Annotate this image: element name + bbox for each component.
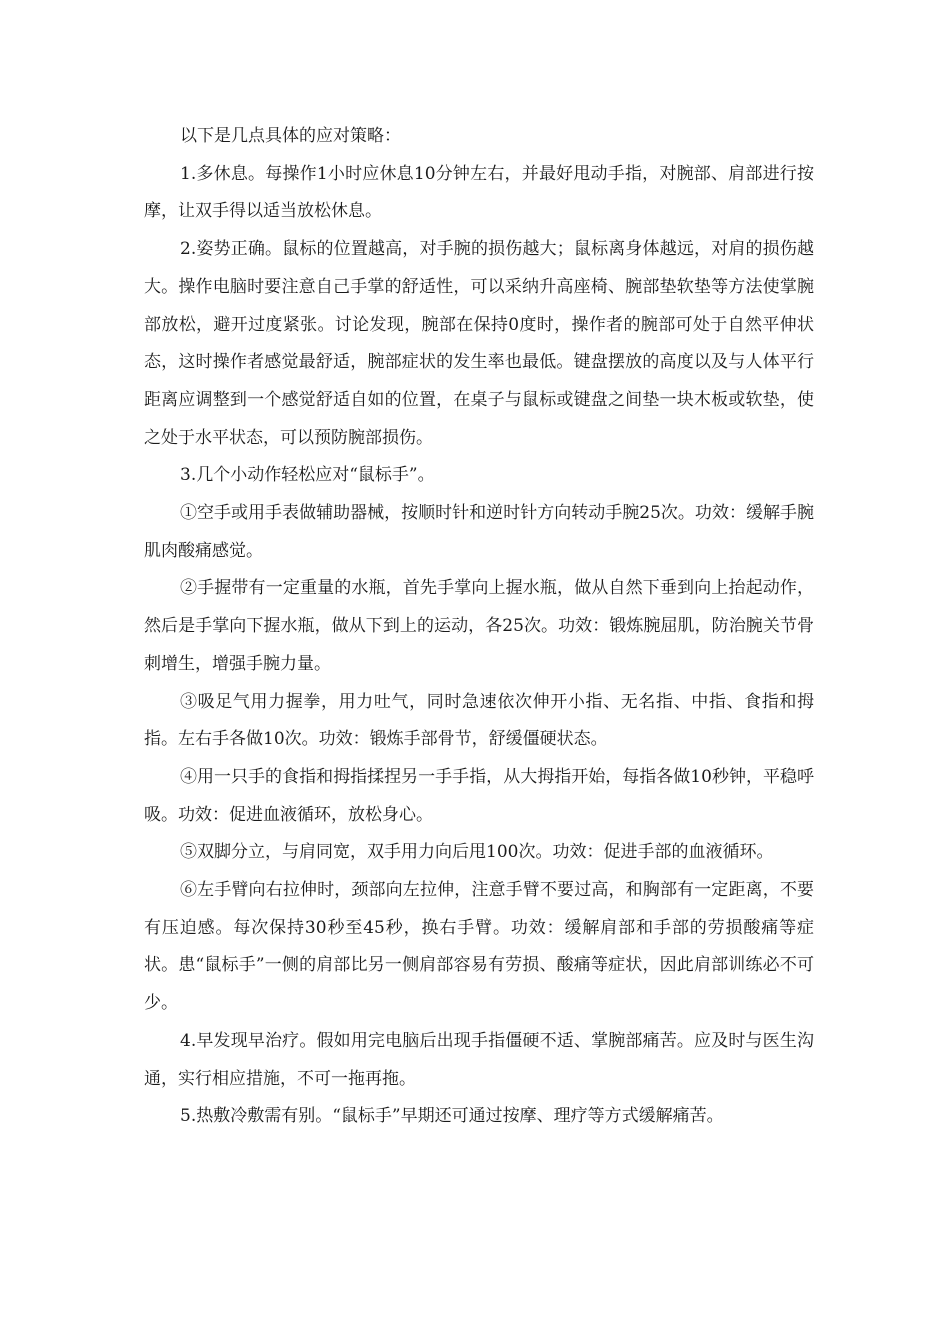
strategy-rest-paragraph: 1.多休息。每操作1小时应休息10分钟左右，并最好甩动手指，对腕部、肩部进行按摩，让双手得以适当放松休息。: [144, 163, 814, 222]
intro-paragraph: 以下是几点具体的应对策略：: [180, 126, 401, 146]
strategy-posture-paragraph: 2.姿势正确。鼠标的位置越高，对手腕的损伤越大；鼠标离身体越远，对肩的损伤越大。操作电脑时要注意自己手掌的舒适性，可以采纳升高座椅、腕部垫软垫等方法使掌腕部放松，避开过度紧张。讨论发现，腕部在保持0度时，操作者的腕部可处于自然平伸状态，这时操作者感觉最舒适，腕部症状的发生率也最低。键盘摆放的高度以及与人体平行距离应调整到一个感觉舒适自如的位置，在桌子与鼠标或键盘之间垫一块木板或软垫，使之处于水平状态，可以预防腕部损伤。: [144, 239, 814, 448]
exercise-2-paragraph: ②手握带有一定重量的水瓶，首先手掌向上握水瓶，做从自然下垂到向上抬起动作，然后是手掌向下握水瓶，做从下到上的运动，各25次。功效：锻炼腕屈肌，防治腕关节骨刺增生，增强手腕力量。: [144, 578, 814, 674]
exercise-3-paragraph: ③吸足气用力握拳，用力吐气，同时急速依次伸开小指、无名指、中指、食指和拇指。左右手各做10次。功效：锻炼手部骨节，舒缓僵硬状态。: [144, 691, 814, 750]
strategy-exercises-heading: 3.几个小动作轻松应对“鼠标手”。: [180, 465, 435, 486]
strategy-hot-cold-paragraph: 5.热敷冷敷需有别。“鼠标手”早期还可通过按摩、理疗等方式缓解痛苦。: [180, 1106, 724, 1127]
exercise-6-paragraph: ⑥左手臂向右拉伸时，颈部向左拉伸，注意手臂不要过高，和胸部有一定距离，不要有压迫感。每次保持30秒至45秒，换右手臂。功效：缓解肩部和手部的劳损酸痛等症状。患“鼠标手”一侧的肩部比另一侧肩部容易有劳损、酸痛等症状，因此肩部训练必不可少。: [144, 880, 814, 1014]
document-body: [144, 118, 814, 1136]
strategy-early-treatment-paragraph: 4.早发现早治疗。假如用完电脑后出现手指僵硬不适、掌腕部痛苦。应及时与医生沟通，实行相应措施，不可一拖再拖。: [144, 1030, 814, 1089]
exercise-1-paragraph: ①空手或用手表做辅助器械，按顺时针和逆时针方向转动手腕25次。功效：缓解手腕肌肉酸痛感觉。: [144, 503, 814, 561]
exercise-5-paragraph: ⑤双脚分立，与肩同宽，双手用力向后甩100次。功效：促进手部的血液循环。: [180, 842, 774, 863]
exercise-4-paragraph: ④用一只手的食指和拇指揉捏另一手手指，从大拇指开始，每指各做10秒钟，平稳呼吸。功效：促进血液循环，放松身心。: [144, 766, 814, 825]
